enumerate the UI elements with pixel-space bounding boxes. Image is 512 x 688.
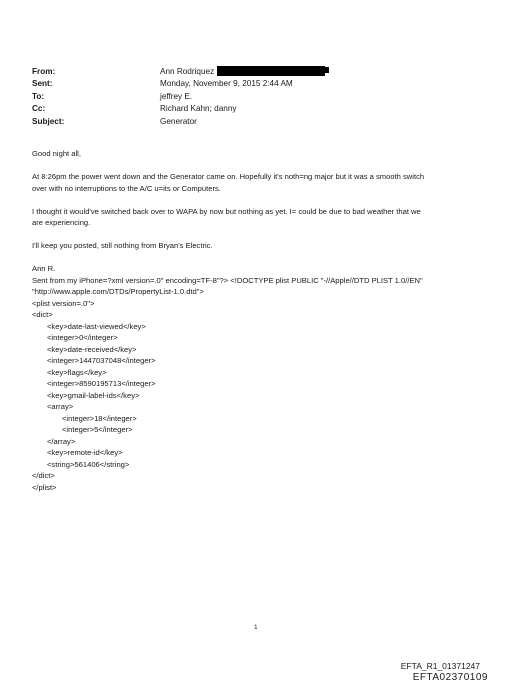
to-label: To: xyxy=(32,91,45,101)
signature-name: Ann R. xyxy=(32,264,56,273)
xml-line: <integer>0</integer> xyxy=(47,333,118,342)
sent-value: Monday, November 9, 2015 2:44 AM xyxy=(160,79,293,89)
sent-label: Sent: xyxy=(32,79,53,89)
from-name: Ann Rodriquez xyxy=(160,67,215,76)
page-number: 1 xyxy=(254,624,258,631)
xml-line: <array> xyxy=(47,402,74,411)
signature-dtd: "http://www.apple.com/DTDs/PropertyList-1.0.dtd"> xyxy=(32,287,204,296)
xml-line: </dict> xyxy=(32,471,55,480)
redaction-tail xyxy=(325,67,329,73)
xml-line: <integer>5</integer> xyxy=(62,425,133,434)
paragraph-wapa xyxy=(32,206,482,229)
from-row xyxy=(32,66,329,78)
xml-line: <integer>18</integer> xyxy=(62,413,137,423)
paragraph-line: are experiencing. xyxy=(32,218,91,227)
subject-row xyxy=(32,116,329,128)
paragraph-line: At 8:26pm the power went down and the Generator came on. Hopefully it's noth=ng major but it was a smooth switch xyxy=(32,172,425,181)
plist-xml-block xyxy=(32,298,482,494)
xml-line: <key>flags</key> xyxy=(47,367,107,377)
xml-line: <key>date-last-viewed</key> xyxy=(47,321,146,331)
from-value xyxy=(160,66,329,78)
subject-label: Subject: xyxy=(32,116,65,126)
xml-line: </plist> xyxy=(32,482,57,492)
redaction-block xyxy=(217,66,325,76)
paragraph-line: I thought it would've switched back over to WAPA by now but nothing as yet. I= could be due to bad weather that we xyxy=(32,206,421,216)
xml-line: <key>remote-id</key> xyxy=(47,448,123,457)
xml-line: <integer>1447037048</integer> xyxy=(47,356,156,365)
to-value: jeffrey E. xyxy=(160,91,193,101)
cc-row xyxy=(32,103,329,115)
xml-line: <dict> xyxy=(32,310,53,319)
sent-row xyxy=(32,78,329,90)
signature-block xyxy=(32,263,482,493)
xml-line: </array> xyxy=(47,436,76,446)
from-label: From: xyxy=(32,67,56,76)
email-header xyxy=(32,66,329,128)
cc-value: Richard Kahn; danny xyxy=(160,104,237,114)
greeting: Good night all, xyxy=(32,149,81,158)
signature-sent-from: Sent from my iPhone=?xml version=.0" encoding=TF-8"?> <!DOCTYPE plist PUBLIC "-//Apple//DTD PLIST 1.0//EN" xyxy=(32,275,423,285)
xml-line: <integer>8590195713</integer> xyxy=(47,379,156,388)
xml-line: <string>561406</string> xyxy=(47,459,130,469)
xml-line: <plist version=.0"> xyxy=(32,298,95,308)
paragraph-power xyxy=(32,171,482,194)
to-row xyxy=(32,91,329,103)
xml-line: <key>gmail-label-ids</key> xyxy=(47,390,140,400)
xml-line: <key>date-received</key> xyxy=(47,344,137,354)
subject-value: Generator xyxy=(160,116,197,126)
bates-number-small: EFTA_R1_01371247 xyxy=(400,661,480,671)
bates-number-large: EFTA02370109 xyxy=(412,672,488,683)
paragraph-update: I'll keep you posted, still nothing from Bryan's Electric. xyxy=(32,241,213,250)
cc-label: Cc: xyxy=(32,104,46,114)
email-body xyxy=(32,148,482,493)
paragraph-line: over with no interruptions to the A/C u=its or Computers. xyxy=(32,183,221,193)
